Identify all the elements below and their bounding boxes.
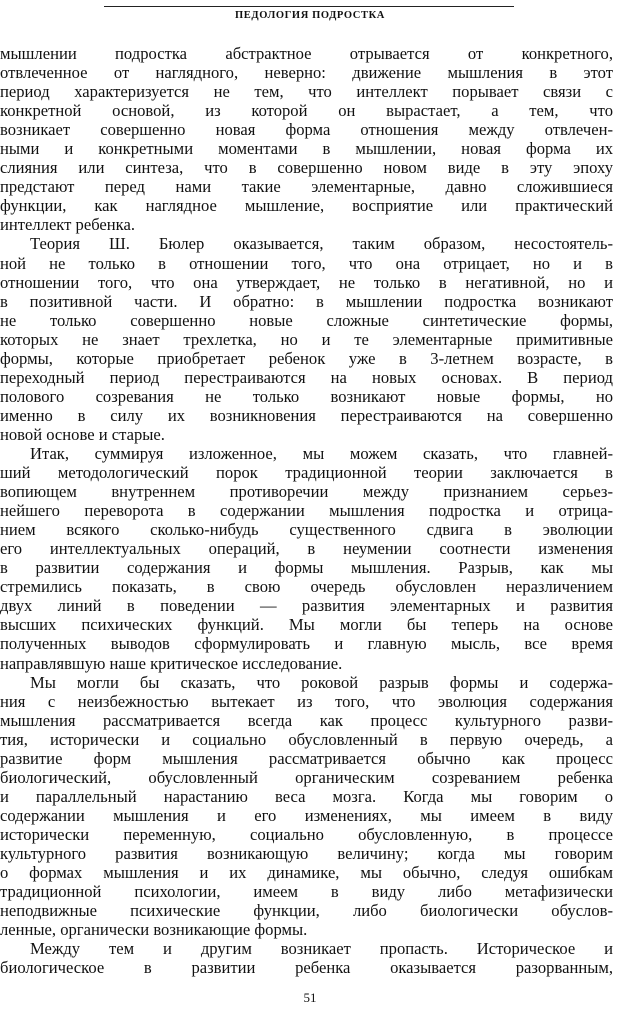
- text-line: его интеллектуальных операций, в неумении соотнести изменения: [0, 539, 613, 559]
- text-line: полученных выводов сформулировать и главную мысль, все время: [0, 634, 613, 654]
- text-line: конкретной основой, из которой он вырастает, а тем, что: [0, 101, 613, 121]
- text-line: культурного развития возникающую величину; когда мы говорим: [0, 843, 613, 863]
- header-rule: [104, 6, 514, 7]
- running-header: ПЕДОЛОГИЯ ПОДРОСТКА: [235, 10, 385, 21]
- text-line: в позитивной части. И обратно: в мышлении подростка возникают: [0, 291, 613, 311]
- text-line: мышления рассматривается всегда как процесс культурного разви-: [0, 710, 613, 730]
- paragraph: [0, 444, 613, 673]
- text-line: о формах мышления и их динамике, мы обычно, следуя ошибкам: [0, 863, 613, 883]
- text-line: направлявшую наше критическое исследование.: [0, 653, 343, 673]
- text-line: тия, исторически и социально обусловленный в первую очередь, а: [0, 729, 613, 749]
- paragraph: [0, 939, 613, 977]
- text-line: и параллельный нарастанию веса мозга. Когда мы говорим о: [0, 786, 613, 806]
- text-line: высших психических функций. Мы могли бы теперь на основе: [0, 615, 613, 635]
- text-line: которых не знает трехлетка, но и те элементарные примитивные: [0, 329, 613, 349]
- text-line: полового созревания не только возникают новые формы, но: [0, 386, 613, 406]
- text-line: двух линий в поведении — развития элементарных и развития: [0, 596, 613, 616]
- text-line: развитие форм мышления рассматривается обычно как процесс: [0, 748, 613, 768]
- text-line: Теория Ш. Бюлер оказывается, таким образом, несостоятель-: [30, 234, 613, 254]
- paragraph: [0, 673, 613, 940]
- text-line: предстают перед нами такие элементарные, давно сложившиеся: [0, 177, 613, 197]
- text-line: содержании мышления и его изменениях, мы имеем в виду: [0, 805, 613, 825]
- text-line: ной не только в отношении того, что она отрицает, но и в: [0, 253, 613, 273]
- paragraph: [0, 234, 613, 444]
- text-line: интеллект ребенка.: [0, 215, 136, 235]
- text-line: переходный период перестраиваются на новых основах. В период: [0, 367, 613, 387]
- text-line: ными и конкретными моментами в мышлении, новая форма их: [0, 139, 613, 159]
- text-line: новой основе и старые.: [0, 424, 165, 444]
- text-line: именно в силу их возникновения перестраиваются на совершенно: [0, 405, 613, 425]
- text-line: период характеризуется не тем, что интеллект порывает связи с: [0, 82, 613, 102]
- text-line: функции, как наглядное мышление, восприятие или практический: [0, 196, 613, 216]
- text-line: Между тем и другим возникает пропасть. Историческое и: [30, 939, 613, 959]
- page-number: 51: [303, 990, 317, 1005]
- text-line: Итак, суммируя изложенное, мы можем сказать, что главней-: [30, 443, 613, 463]
- text-line: стремились показать, в свою очередь обусловлен неразличением: [0, 577, 613, 597]
- text-line: слияния или синтеза, что в совершенно новом виде в эту эпоху: [0, 158, 613, 178]
- text-line: ленные, органически возникающие формы.: [0, 920, 308, 940]
- text-line: отношении того, что она утверждает, не только в негативной, но и: [0, 272, 613, 292]
- text-line: Мы могли бы сказать, что роковой разрыв формы и содержа-: [30, 672, 613, 692]
- text-line: в развитии содержания и формы мышления. Разрыв, как мы: [0, 558, 613, 578]
- text-line: неподвижные психические функции, либо биологически обуслов-: [0, 901, 613, 921]
- text-line: ния с неизбежностью вытекает из того, что эволюция содержания: [0, 691, 613, 711]
- text-line: ший методологический порок традиционной теории заключается в: [0, 463, 613, 483]
- text-line: нием всякого сколько-нибудь существенного сдвига в эволюции: [0, 520, 613, 540]
- text-line: традиционной психологии, имеем в виду либо метафизически: [0, 882, 613, 902]
- text-line: мышлении подростка абстрактное отрывается от конкретного,: [0, 44, 613, 63]
- text-line: биологический, обусловленный органическим созреванием ребенка: [0, 767, 613, 787]
- text-line: биологическое в развитии ребенка оказывается разорванным,: [0, 958, 613, 978]
- text-line: нейшего переворота в содержании мышления подростка и отрица-: [0, 501, 613, 521]
- text-line: не только совершенно новые сложные синтетические формы,: [0, 310, 613, 330]
- text-line: возникает совершенно новая форма отношения между отвлечен-: [0, 120, 613, 140]
- text-line: формы, которые приобретает ребенок уже в 3-летнем возрасте, в: [0, 348, 613, 368]
- text-line: исторически переменную, социально обусловленную, в процессе: [0, 824, 613, 844]
- text-line: вопиющем внутреннем противоречии между признанием серьез-: [0, 482, 613, 502]
- text-line: отвлеченное от наглядного, неверно: движение мышления в этот: [0, 63, 613, 83]
- paragraph: [0, 44, 613, 234]
- body-text: [0, 44, 613, 977]
